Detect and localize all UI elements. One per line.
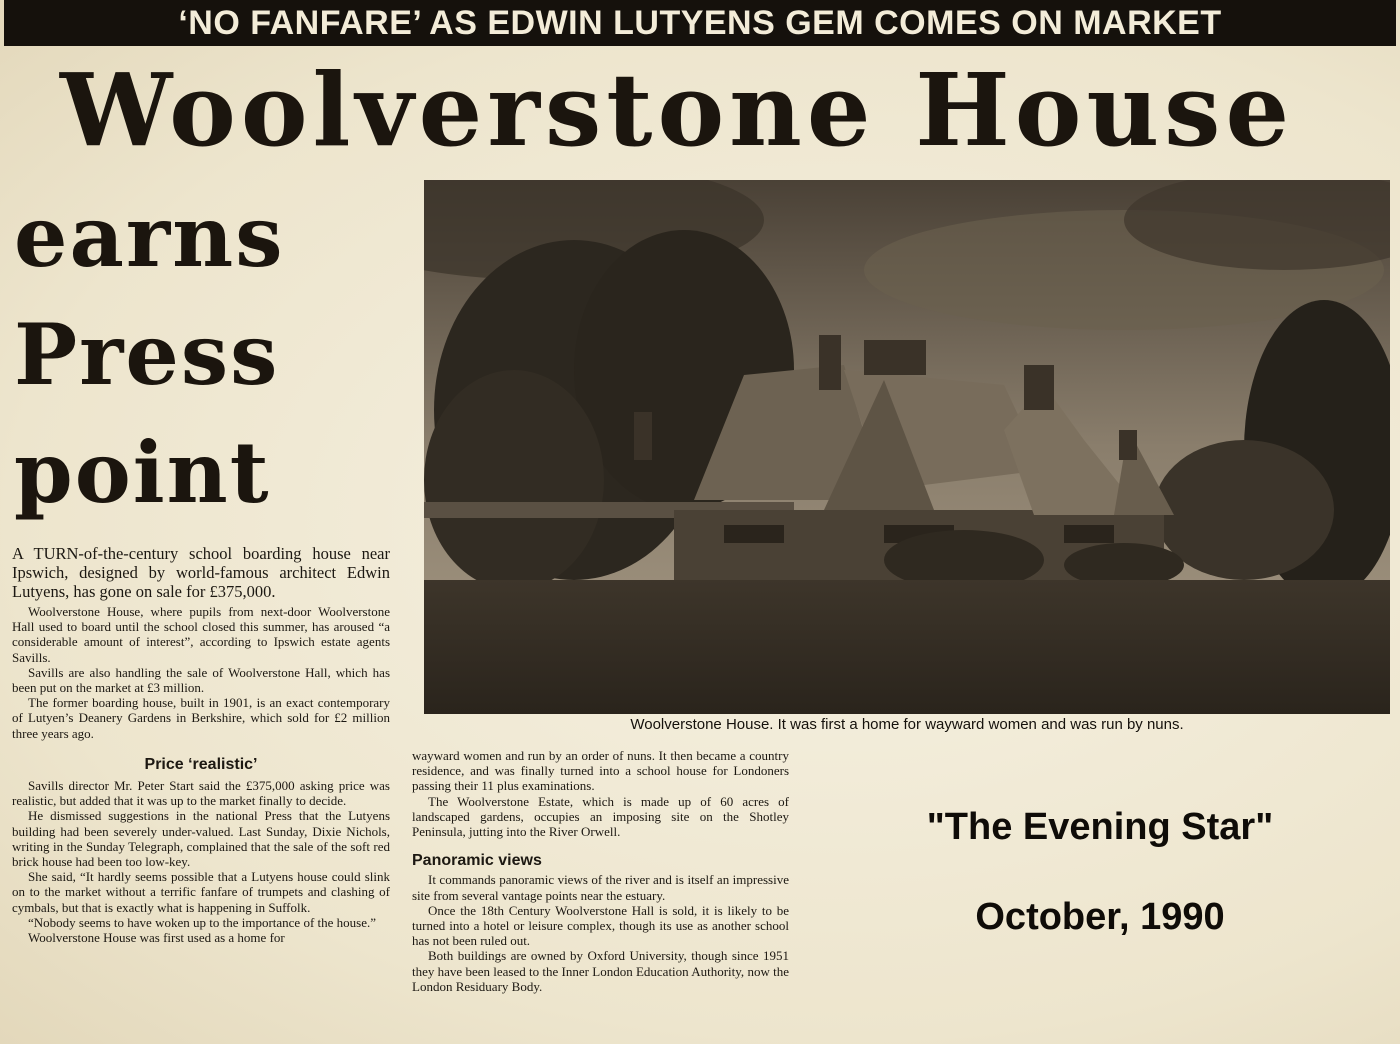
subhead-line: point bbox=[14, 423, 271, 522]
article-paragraph: Once the 18th Century Woolverstone Hall is sold, it is likely to be turned into a hotel or leisure complex, though its use as another school has not been ruled out. bbox=[412, 902, 789, 949]
newspaper-source: "The Evening Star" bbox=[926, 806, 1274, 848]
headline: Woolverstone House bbox=[60, 51, 1295, 169]
subheadline bbox=[14, 178, 414, 532]
article-paragraph: She said, “It hardly seems possible that a Lutyens house could slink on to the market without a terrific fanfare of trumpets and clashing of cymbals, but that is exactly what is happening in Suffolk. bbox=[12, 869, 390, 915]
article-paragraph: “Nobody seems to have woken up to the importance of the house.” bbox=[28, 914, 377, 930]
article-paragraph: wayward women and run by an order of nuns. It then became a country residence, and was finally turned into a school house for Londoners passing their 11 plus examinations. bbox=[412, 748, 789, 794]
article-paragraph: Savills director Mr. Peter Start said the £375,000 asking price was realistic, but added that it was up to the market finally to decide. bbox=[12, 778, 390, 809]
article-paragraph: Woolverstone House was first used as a home for bbox=[28, 930, 285, 946]
article-paragraph: Woolverstone House, where pupils from next-door Woolverstone Hall used to board until the school closed this summer, has aroused “a considerable amount of interest”, according to Ipswich estate agents Savills. bbox=[12, 604, 390, 665]
subhead-line: earns bbox=[14, 187, 285, 286]
article-paragraph: He dismissed suggestions in the national Press that the Lutyens building had been severely under-valued. Last Sunday, Dixie Nichols, writing in the Sunday Telegraph, complained that the sale of the soft red brick house had been too low-key. bbox=[12, 808, 390, 870]
banner-strapline: ‘NO FANFARE’ AS EDWIN LUTYENS GEM COMES ON MARKET bbox=[4, 0, 1396, 46]
article-column-2 bbox=[412, 748, 789, 994]
crosshead: Price ‘realistic’ bbox=[144, 755, 258, 773]
subhead-line: Press bbox=[14, 305, 280, 404]
crosshead: Panoramic views bbox=[412, 852, 542, 870]
article-paragraph: Savills are also handling the sale of Woolverstone Hall, which has been put on the market at £3 million. bbox=[12, 664, 390, 696]
article-lead: A TURN-of-the-century school boarding house near Ipswich, designed by world-famous architect Edwin Lutyens, has gone on sale for £375,000. bbox=[12, 544, 390, 601]
article-paragraph: The Woolverstone Estate, which is made up of 60 acres of landscaped gardens, occupies an imposing site on the Shotley Peninsula, jutting into the River Orwell. bbox=[412, 793, 789, 840]
article-paragraph: It commands panoramic views of the river and is itself an impressive site from several vantage points near the estuary. bbox=[412, 872, 789, 903]
photo-caption: Woolverstone House. It was first a home for wayward women and was run by nuns. bbox=[630, 716, 1184, 733]
article-paragraph: Both buildings are owned by Oxford University, though since 1951 they have been leased to the Inner London Education Authority, now the London Residuary Body. bbox=[412, 948, 789, 994]
house-photo bbox=[424, 180, 1390, 714]
article-column-1 bbox=[12, 544, 390, 945]
publication-date: October, 1990 bbox=[975, 896, 1225, 938]
article-paragraph: The former boarding house, built in 1901, is an exact contemporary of Lutyen’s Deanery Gardens in Berkshire, which sold for £2 million three years ago. bbox=[12, 695, 390, 741]
